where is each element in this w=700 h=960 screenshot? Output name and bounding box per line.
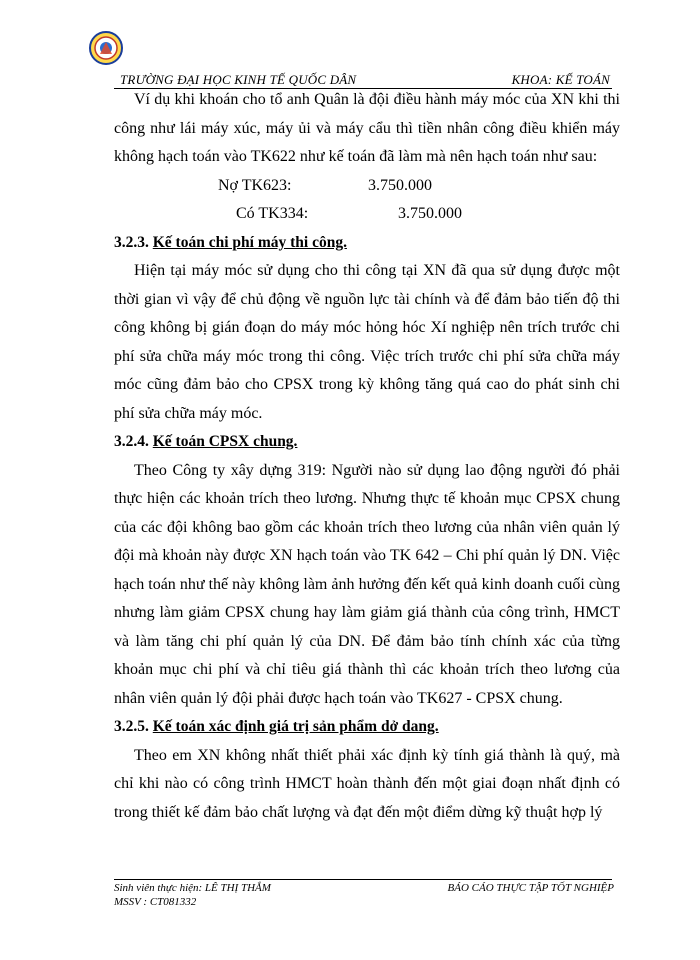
section-paragraph: Hiện tại máy móc sử dụng cho thi công tại XN đã qua sử dụng được một thời gian vì vậy để chủ động về nguồn lực tài chính và để đảm bảo tiến độ thi công không bị gián đoạn do máy móc hỏng hóc Xí nghiệp nên trích trước chi phí sửa chữa máy móc trong thi công. Việc trích trước chi phí sửa chữa máy móc cũng đảm bảo cho CPSX trong kỳ không tăng quá cao do phát sinh chi phí sửa chữa máy móc. xyxy=(114,262,620,422)
student-id: MSSV : CT081332 xyxy=(114,896,197,908)
section-heading xyxy=(114,229,620,258)
section-title: Kế toán chi phí máy thi công. xyxy=(152,233,347,251)
credit-entry xyxy=(114,200,620,229)
debit-entry xyxy=(114,172,620,201)
page-body xyxy=(114,86,620,827)
footer-divider xyxy=(114,879,612,880)
debit-label: Nợ TK623: xyxy=(218,176,292,194)
section-paragraph: Theo em XN không nhất thiết phải xác định kỳ tính giá thành là quý, mà chỉ khi nào có công trình HMCT hoàn thành đến một giai đoạn nhất định có trong thiết kế đảm bảo chất lượng và đạt đến một điểm dừng kỹ thuật hợp lý xyxy=(114,746,620,821)
section-number: 3.2.4. xyxy=(114,433,149,450)
credit-label: Có TK334: xyxy=(236,205,309,222)
debit-amount: 3.750.000 xyxy=(368,176,432,194)
report-title: BÁO CÁO THỰC TẬP TỐT NGHIỆP xyxy=(447,882,614,894)
section-title: Kế toán xác định giá trị sản phẩm dở dang. xyxy=(152,718,439,735)
section-heading xyxy=(114,713,620,742)
intro-paragraph: Ví dụ khi khoán cho tổ anh Quân là đội điều hành máy móc của XN khi thi công như lái máy xúc, máy ủi và máy cẩu thì tiền nhân công điều khiển máy không hạch toán vào TK622 như kế toán đã làm mà nên hạch toán như sau: xyxy=(114,91,620,165)
section-number: 3.2.3. xyxy=(114,233,149,251)
section-heading xyxy=(114,428,620,457)
credit-amount: 3.750.000 xyxy=(398,205,462,222)
faculty-name: KHOA: KẾ TOÁN xyxy=(511,72,610,87)
student-name: Sinh viên thực hiện: LÊ THỊ THẮM xyxy=(114,882,271,894)
section-title: Kế toán CPSX chung. xyxy=(152,433,298,450)
section-paragraph: Theo Công ty xây dựng 319: Người nào sử dụng lao động người đó phải thực hiện các khoản trích theo lương. Nhưng thực tế khoản mục CPSX chung của các đội không bao gồm các khoản trích theo lương của nhân viên quản lý đội mà khoản này được XN hạch toán vào TK 642 – Chi phí quản lý DN. Việc hạch toán như thế này không làm ảnh hưởng đến kết quả kinh doanh cuối cùng nhưng làm giảm CPSX chung hay làm giảm giá thành của công trình, HMCT và làm tăng chi phí quản lý của DN. Để đảm bảo tính chính xác của từng khoản mục chi phí và chỉ tiêu giá thành thì các khoản trích theo lương của nhân viên quản lý đội phải được hạch toán vào TK627 - CPSX chung. xyxy=(114,461,620,707)
school-name: TRƯỜNG ĐẠI HỌC KINH TẾ QUỐC DÂN xyxy=(120,72,357,87)
university-logo-icon xyxy=(88,30,124,66)
page-footer xyxy=(114,881,614,909)
section-number: 3.2.5. xyxy=(114,718,149,735)
